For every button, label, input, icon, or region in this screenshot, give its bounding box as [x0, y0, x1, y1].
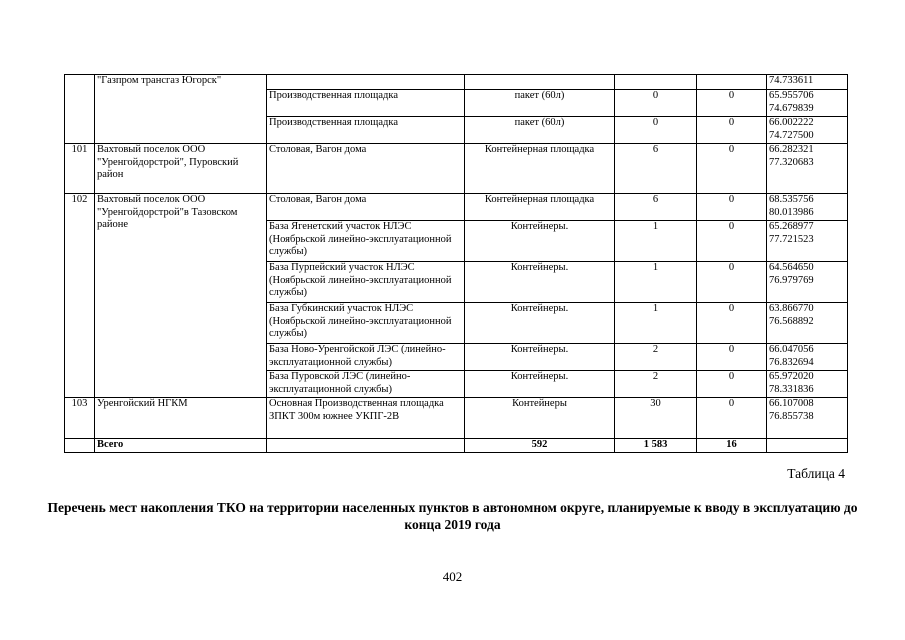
coordinates: 64.564650 76.979769	[767, 262, 848, 303]
coordinates: 66.107008 76.855738	[767, 398, 848, 439]
container-type: Контейнеры	[465, 398, 615, 439]
section-heading: Перечень мест накопления ТКО на территории населенных пунктов в автономном округе, планируемые к вводу в эксплуатацию до конца 2019 года	[47, 500, 858, 532]
table-label: Таблица 4	[787, 466, 845, 481]
count-1: 2	[615, 371, 697, 398]
total-count-1: 1 583	[615, 439, 697, 453]
object-name: Столовая, Вагон дома	[267, 144, 465, 194]
coordinates: 63.866770 76.568892	[767, 303, 848, 344]
container-type: Контейнерная площадка	[465, 144, 615, 194]
settlement-name: "Газпром трансгаз Югорск"	[95, 75, 267, 144]
table-row	[65, 194, 848, 221]
object-name: База Пурпейский участок НЛЭС (Ноябрьской линейно-эксплуатационной службы)	[267, 262, 465, 303]
count-2: 0	[697, 303, 767, 344]
table-row	[65, 75, 848, 90]
count-1: 2	[615, 344, 697, 371]
container-type: Контейнеры.	[465, 262, 615, 303]
count-2: 0	[697, 117, 767, 144]
coordinates: 65.972020 78.331836	[767, 371, 848, 398]
count-1: 0	[615, 90, 697, 117]
count-2: 0	[697, 194, 767, 221]
object-name: База Губкинский участок НЛЭС (Ноябрьской линейно-эксплуатационной службы)	[267, 303, 465, 344]
coordinates: 74.733611	[767, 75, 848, 90]
settlement-name: Вахтовый поселок ООО "Уренгойдорстрой", Пуровский район	[95, 144, 267, 194]
row-number	[65, 75, 95, 144]
count-2: 0	[697, 262, 767, 303]
count-1: 30	[615, 398, 697, 439]
count-2	[697, 75, 767, 90]
object-name: База Ягенетский участок НЛЭС (Ноябрьской линейно-эксплуатационной службы)	[267, 221, 465, 262]
count-1: 1	[615, 303, 697, 344]
coordinates: 66.002222 74.727500	[767, 117, 848, 144]
total-row	[65, 439, 848, 453]
count-1: 1	[615, 262, 697, 303]
container-type: пакет (60л)	[465, 117, 615, 144]
object-name: Производственная площадка	[267, 117, 465, 144]
count-2: 0	[697, 90, 767, 117]
coordinates: 65.955706 74.679839	[767, 90, 848, 117]
data-table	[64, 74, 848, 453]
coordinates: 65.268977 77.721523	[767, 221, 848, 262]
total-coord-cell	[767, 439, 848, 453]
total-count-2: 16	[697, 439, 767, 453]
object-name: Производственная площадка	[267, 90, 465, 117]
count-1: 6	[615, 144, 697, 194]
coordinates: 66.047056 76.832694	[767, 344, 848, 371]
object-name: Столовая, Вагон дома	[267, 194, 465, 221]
row-number: 101	[65, 144, 95, 194]
container-type: Контейнеры.	[465, 371, 615, 398]
count-1: 6	[615, 194, 697, 221]
row-number: 103	[65, 398, 95, 439]
container-type: Контейнеры.	[465, 303, 615, 344]
count-2: 0	[697, 144, 767, 194]
container-type: пакет (60л)	[465, 90, 615, 117]
container-type: Контейнеры.	[465, 221, 615, 262]
page-number: 402	[442, 569, 463, 584]
coordinates: 66.282321 77.320683	[767, 144, 848, 194]
table-row	[65, 398, 848, 439]
row-number: 102	[65, 194, 95, 398]
count-1: 1	[615, 221, 697, 262]
object-name	[267, 75, 465, 90]
count-2: 0	[697, 398, 767, 439]
coordinates: 68.535756 80.013986	[767, 194, 848, 221]
object-name: База Пуровской ЛЭС (линейно-эксплуатационной службы)	[267, 371, 465, 398]
settlement-name: Уренгойский НГКМ	[95, 398, 267, 439]
count-2: 0	[697, 344, 767, 371]
settlement-name: Вахтовый поселок ООО "Уренгойдорстрой"в Тазовском районе	[95, 194, 267, 398]
container-type: Контейнеры.	[465, 344, 615, 371]
total-type: 592	[465, 439, 615, 453]
object-name: База Ново-Уренгойской ЛЭС (линейно-эксплуатационной службы)	[267, 344, 465, 371]
total-label: Всего	[95, 439, 267, 453]
container-type	[465, 75, 615, 90]
total-obj-cell	[267, 439, 465, 453]
count-1	[615, 75, 697, 90]
count-1: 0	[615, 117, 697, 144]
count-2: 0	[697, 371, 767, 398]
container-type: Контейнерная площадка	[465, 194, 615, 221]
table-row	[65, 144, 848, 194]
object-name: Основная Производственная площадка ЗПКТ 300м южнее УКПГ-2В	[267, 398, 465, 439]
count-2: 0	[697, 221, 767, 262]
total-num-cell	[65, 439, 95, 453]
